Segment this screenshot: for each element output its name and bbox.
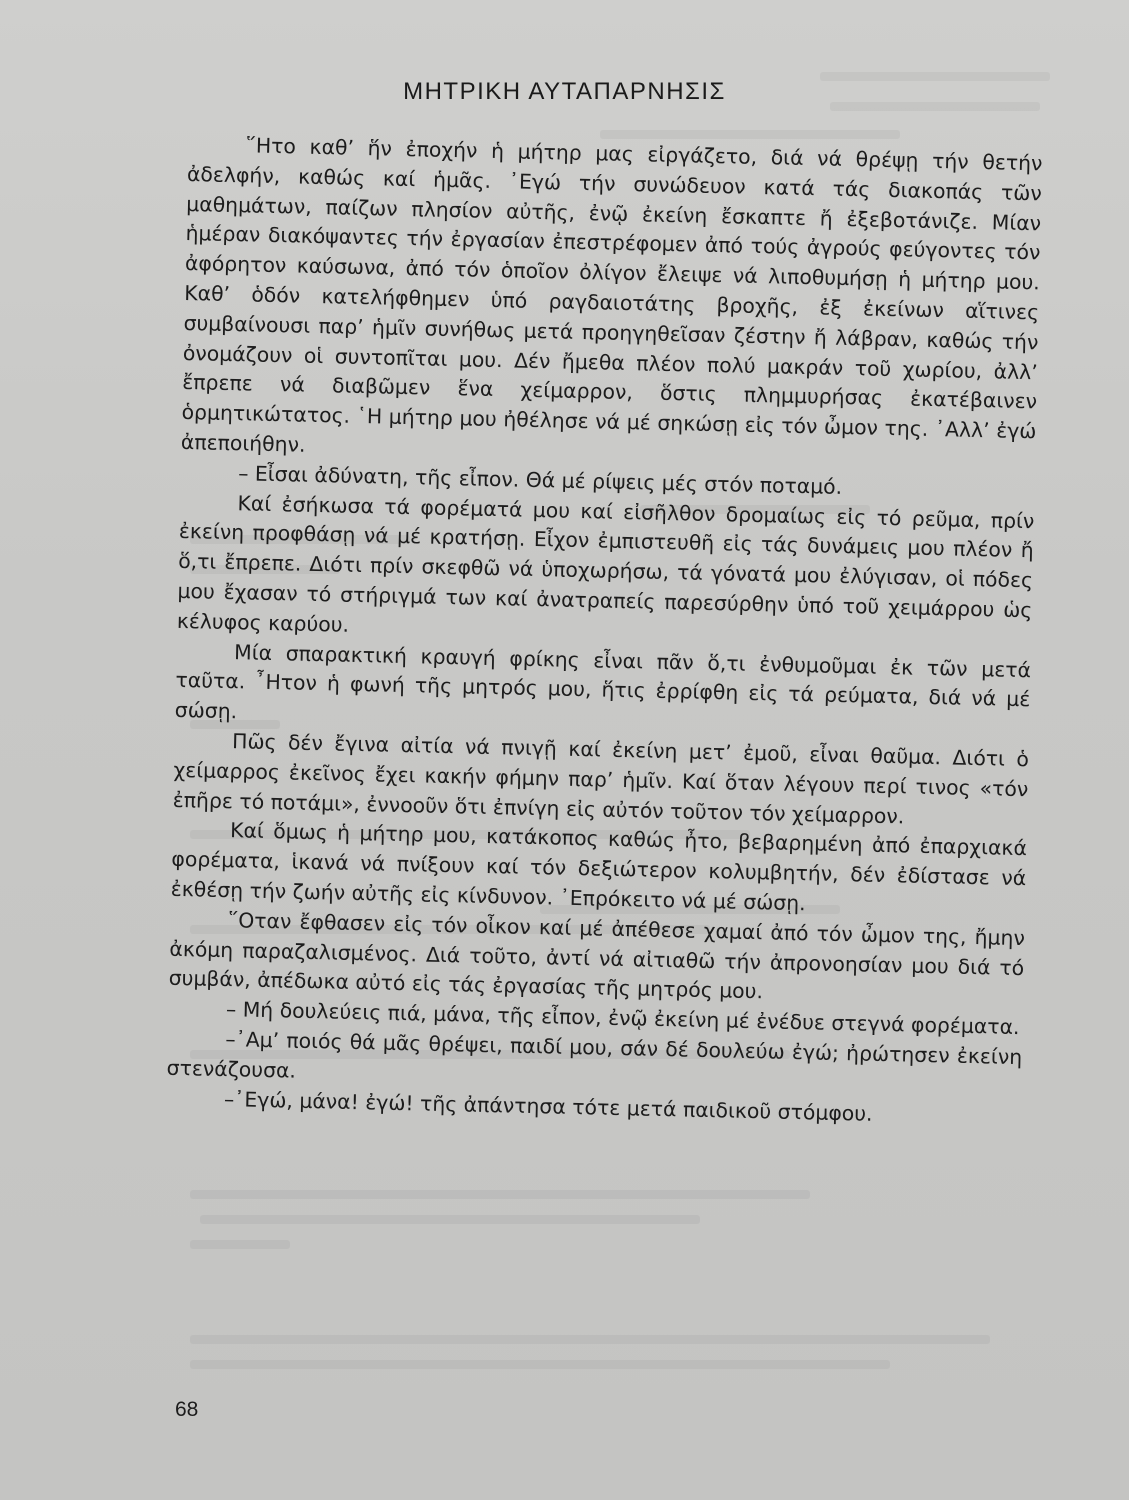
paragraph: –᾿Εγώ, μάνα! ἐγώ! τῆς ἀπάντησα τότε μετά παιδικοῦ στόμφου.: [223, 1086, 873, 1126]
paragraph: ῞Οταν ἔφθασεν εἰς τόν οἶκον καί μέ ἀπέθεσε χαμαί ἀπό τόν ὦμον της, ἤμην ἀκόμη παραζαλισμένος. Διά τοῦτο, ἀντί νά αἰτιαθῶ τήν ἀπρονοησίαν μου διά τό συμβάν, ἀπέδωκα αὐτό εἰς τάς ἐργασίας τῆς μητρός μου.: [168, 907, 1026, 1004]
paragraph: – Μή δουλεύεις πιά, μάνα, τῆς εἶπον, ἐνῷ ἐκείνη μέ ἐνέδυε στεγνά φορέματα.: [225, 997, 1020, 1040]
paragraph: Καί ὅμως ἡ μήτηρ μου, κατάκοπος καθώς ἦτο, βεβαρημένη ἀπό ἐπαρχιακά φορέματα, ἱκανά νά πνίξουν καί τόν δεξιώτερον κολυμβητήν, δέν ἐδίστασε νά ἐκθέσῃ τήν ζωήν αὐτῆς εἰς κίνδυνον. ᾿Επρόκειτο νά μέ σώσῃ.: [170, 818, 1028, 916]
chapter-title: ΜΗΤΡΙΚΗ ΑΥΤΑΠΑΡΝΗΣΙΣ: [403, 78, 726, 105]
page-number: 68: [175, 1398, 199, 1421]
paragraph: Πῶς δέν ἔγινα αἰτία νά πνιγῇ καί ἐκείνη μετ’ ἐμοῦ, εἶναι θαῦμα. Διότι ὁ χείμαρρος ἐκεῖνος ἔχει κακήν φήμην παρ’ ἡμῖν. Καί ὅταν λέγουν περί τινος «τόν ἐπῆρε τό ποτάμι», ἐννοοῦν ὅτι ἐπνίγη εἰς αὐτόν τοῦτον τόν χείμαρρον.: [172, 729, 1030, 828]
paragraph: – Εἶσαι ἀδύνατη, τῆς εἶπον. Θά μέ ρίψεις μές στόν ποταμό.: [237, 460, 843, 499]
paragraph: ῞Ητο καθ’ ἥν ἐποχήν ἡ μήτηρ μας εἰργάζετο, διά νά θρέψῃ τήν θετήν ἀδελφήν, καθώς καί ἡμᾶς. ᾿Εγώ τήν συνώδευον κατά τάς διακοπάς τῶν μαθημάτων, παίζων πλησίον αὐτῆς, ἐνῷ ἐκείνη ἔσκαπτε ἤ ἐξεβοτάνιζε. Μίαν ἡμέραν διακόψαντες τήν ἐργασίαν ἐπεστρέφομεν ἀπό τούς ἀγρούς φεύγοντες τόν ἀφόρητον καύσωνα, ἀπό τόν ὁποῖον ὀλίγον ἔλειψε νά λιποθυμήσῃ ἡ μήτηρ μου. Καθ’ ὁδόν κατελήφθημεν ὑπό ραγδαιοτάτης βροχῆς, ἐξ ἐκείνων αἵτινες συμβαίνουσι παρ’ ἡμῖν συνήθως μετά προηγηθεῖσαν ζέστην ἤ λάβραν, καθώς τήν ὀνομάζουν οἱ συντοπῖται μου. Δέν ἤμεθα πλέον πολύ μακράν τοῦ χωρίου, ἀλλ’ ἔπρεπε νά διαβῶμεν ἕνα χείμαρρον, ὅστις πλημμυρήσας ἐκατέβαινεν ὁρμητικώτατος. ῾Η μήτηρ μου ἠθέλησε νά μέ σηκώσῃ εἰς τόν ὦμον της. ᾿Αλλ’ ἐγώ ἀπεποιήθην.: [180, 133, 1043, 457]
body-text: [166, 130, 1043, 1132]
paragraph: Καί ἐσήκωσα τά φορέματά μου καί εἰσῆλθον δρομαίως εἰς τό ρεῦμα, πρίν ἐκείνη προφθάσῃ νά μέ κρατήσῃ. Εἶχον ἐμπιστευθῆ εἰς τάς δυνάμεις μου πλέον ἤ ὅ,τι ἔπρεπε. Διότι πρίν σκεφθῶ νά ὑποχωρήσω, τά γόνατά μου ἐλύγισαν, οἱ πόδες μου ἔχασαν τό στήριγμά των καί ἀνατραπείς παρεσύρθην ὑπό τοῦ χειμάρρου ὡς κέλυφος καρύου.: [176, 490, 1035, 637]
paragraph: –᾿Αμ’ ποιός θά μᾶς θρέψει, παιδί μου, σάν δέ δουλεύω ἐγώ; ἠρώτησεν ἐκείνη στενάζουσα.: [166, 1026, 1023, 1083]
paragraph: Μία σπαρακτική κραυγή φρίκης εἶναι πᾶν ὅ,τι ἐνθυμοῦμαι ἐκ τῶν μετά ταῦτα. ῏Ητον ἡ φωνή τῆς μητρός μου, ἥτις ἐρρίφθη εἰς τά ρεύματα, διά νά μέ σώσῃ.: [174, 639, 1032, 724]
